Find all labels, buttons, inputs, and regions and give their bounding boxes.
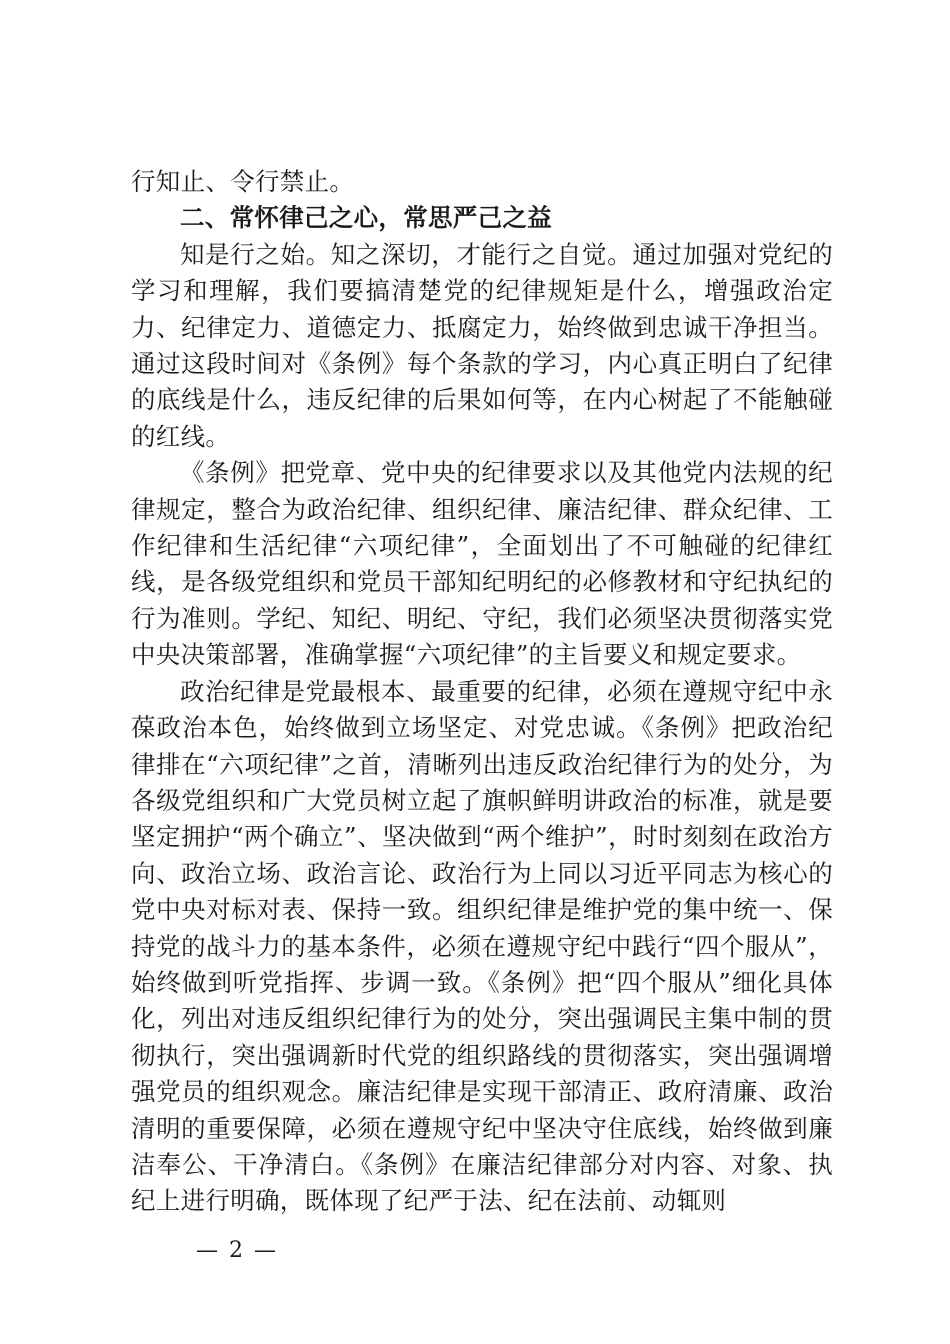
page-number: — 2 — — [196, 1238, 278, 1263]
paragraph-2: 《条例》把党章、党中央的纪律要求以及其他党内法规的纪律规定，整合为政治纪律、组织纪律、廉洁纪律、群众纪律、工作纪律和生活纪律“六项纪律”，全面划出了不可触碰的纪律红线，是各级党组织和党员干部知纪明纪的必修教材和守纪执纪的行为准则。学纪、知纪、明纪、守纪，我们必须坚决贯彻落实党中央决策部署，准确掌握“六项纪律”的主旨要义和规定要求。 — [131, 458, 833, 670]
paragraph-3: 政治纪律是党最根本、最重要的纪律，必须在遵规守纪中永葆政治本色，始终做到立场坚定、对党忠诚。《条例》把政治纪律排在“六项纪律”之首，清晰列出违反政治纪律行为的处分，为各级党组织和广大党员树立起了旗帜鲜明讲政治的标准，就是要坚定拥护“两个确立”、坚决做到“两个维护”，时时刻刻在政治方向、政治立场、政治言论、政治行为上同以习近平同志为核心的党中央对标对表、保持一致。组织纪律是维护党的集中统一、保持党的战斗力的基本条件，必须在遵规守纪中践行“四个服从”，始终做到听党指挥、步调一致。《条例》把“四个服从”细化具体化，列出对违反组织纪律行为的处分，突出强调民主集中制的贯彻执行，突出强调新时代党的组织路线的贯彻落实，突出强调增强党员的组织观念。廉洁纪律是实现干部清正、政府清廉、政治清明的重要保障，必须在遵规守纪中坚决守住底线，始终做到廉洁奉公、干净清白。《条例》在廉洁纪律部分对内容、对象、执纪上进行明确，既体现了纪严于法、纪在法前、动辄则 — [131, 676, 833, 1216]
continuation-text: 行知止、令行禁止。 — [131, 167, 355, 196]
paragraph-1: 知是行之始。知之深切，才能行之自觉。通过加强对党纪的学习和理解，我们要搞清楚党的纪律规矩是什么，增强政治定力、纪律定力、道德定力、抵腐定力，始终做到忠诚干净担当。通过这段时间对《条例》每个条款的学习，内心真正明白了纪律的底线是什么，违反纪律的后果如何等，在内心树起了不能触碰的红线。 — [131, 239, 833, 451]
section-heading: 二、常怀律己之心，常思严己之益 — [180, 203, 552, 233]
document-body — [131, 164, 833, 1220]
